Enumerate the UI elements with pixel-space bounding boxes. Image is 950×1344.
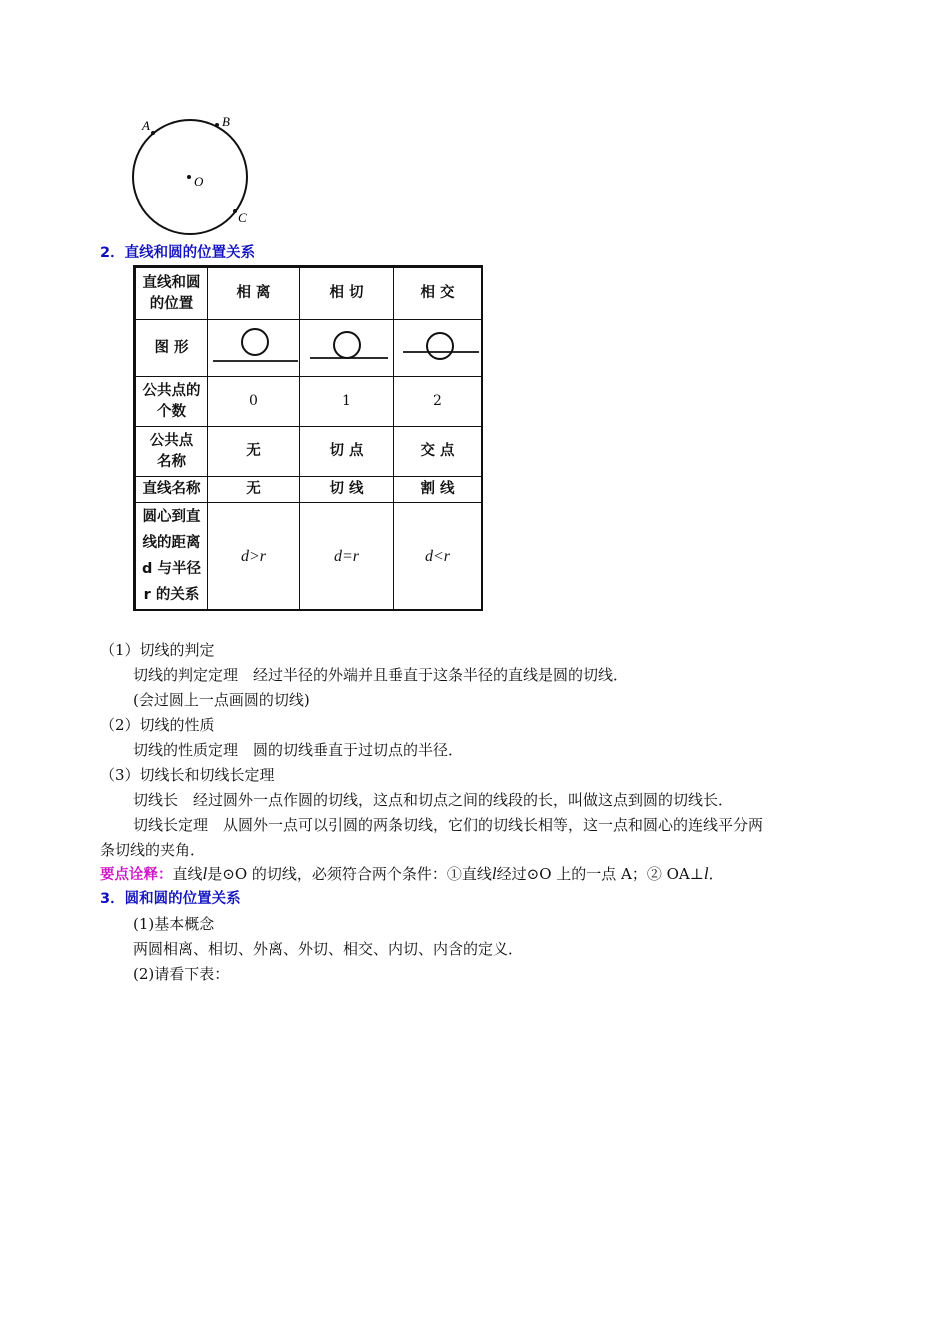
count-tangent: 1 <box>300 377 394 427</box>
label-a: A <box>142 118 150 133</box>
p1-text: 切线的判定定理 经过半径的外端并且垂直于这条半径的直线是圆的切线． <box>133 666 629 684</box>
section-2-title: 2．直线和圆的位置关系 <box>100 245 256 261</box>
p2-text: 切线的性质定理 圆的切线垂直于过切点的半径． <box>133 741 464 759</box>
row-figure-label: 图 形 <box>136 320 208 377</box>
distance-tangent: d=r <box>300 503 394 610</box>
label-c: C <box>238 210 247 225</box>
p3-text2b: 条切线的夹角． <box>100 841 206 859</box>
figure-tangent <box>300 320 394 377</box>
row-count-label: 公共点的 个数 <box>136 377 208 427</box>
count-intersect: 2 <box>394 377 482 427</box>
p3-text1: 切线长 经过圆外一点作圆的切线，这点和切点之间的线段的长，叫做这点到圆的切线长． <box>133 791 734 809</box>
label-b: B <box>222 114 230 129</box>
name-tangent: 切 点 <box>300 427 394 477</box>
header-row-label: 直线和圆 的位置 <box>136 268 208 320</box>
s1-title: (1)基本概念 <box>133 915 215 933</box>
center-o-dot <box>187 175 191 179</box>
line-circle-table <box>133 265 483 611</box>
p2-title: （2）切线的性质 <box>100 716 215 734</box>
p3-text2a: 切线长定理 从圆外一点可以引圆的两条切线，它们的切线长相等，这一点和圆心的连线平分两 <box>133 816 764 834</box>
distance-separate: d>r <box>208 503 300 610</box>
p3-title: （3）切线长和切线长定理 <box>100 766 275 784</box>
header-col-intersect: 相 交 <box>394 268 482 320</box>
line-name-tangent: 切 线 <box>300 477 394 503</box>
s2-title: (2)请看下表： <box>133 965 230 983</box>
line-name-separate: 无 <box>208 477 300 503</box>
figure-separate <box>208 320 300 377</box>
line-name-intersect: 割 线 <box>394 477 482 503</box>
section-3-title: 3．圆和圆的位置关系 <box>100 891 241 907</box>
point-b-dot <box>215 123 219 127</box>
figure-intersect <box>394 320 482 377</box>
distance-intersect: d<r <box>394 503 482 610</box>
row-distance-label: 圆心到直 线的距离 d 与半径 r 的关系 <box>136 503 208 610</box>
p1-note: (会过圆上一点画圆的切线) <box>133 691 310 709</box>
row-line-name-label: 直线名称 <box>136 477 208 503</box>
name-intersect: 交 点 <box>394 427 482 477</box>
circle-figure <box>120 110 270 240</box>
label-o: O <box>194 174 204 189</box>
p1-title: （1）切线的判定 <box>100 641 215 659</box>
point-c-dot <box>233 209 237 213</box>
s1-text: 两圆相离、相切、外离、外切、相交、内切、内含的定义． <box>133 940 524 958</box>
point-a-dot <box>151 131 155 135</box>
header-col-separate: 相 离 <box>208 268 300 320</box>
row-name-label: 公共点 名称 <box>136 427 208 477</box>
name-separate: 无 <box>208 427 300 477</box>
key-point-label: 要点诠释： <box>100 867 173 883</box>
count-separate: 0 <box>208 377 300 427</box>
header-col-tangent: 相 切 <box>300 268 394 320</box>
key-point: 要点诠释：直线l是⊙O 的切线，必须符合两个条件：①直线l经过⊙O 上的一点 A；② OA⊥l． <box>100 864 724 883</box>
